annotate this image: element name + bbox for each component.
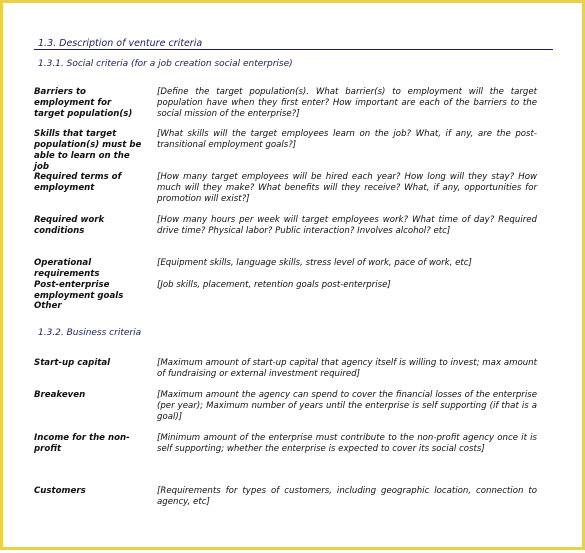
criteria-label: Operational requirements <box>34 258 100 279</box>
criteria-description: [How many target employees will be hired each year? How long will they stay? How much will they make? What benefits will they receive? What, if any, opportunities for promotion will exist?] <box>157 172 537 204</box>
criteria-label: Required work conditions <box>34 215 105 236</box>
business-criteria-heading: 1.3.2. Business criteria <box>38 328 142 338</box>
criteria-label: Income for the non-profit <box>34 433 130 454</box>
document-page <box>34 3 554 553</box>
criteria-label: Post-enterprise employment goals <box>34 280 124 301</box>
criteria-description: [Requirements for types of customers, including geographic location, connection to agency, etc] <box>157 486 537 507</box>
criteria-description: [How many hours per week will target employees work? What time of day? Required drive time? Physical labor? Public interaction? Involves alcohol? etc] <box>157 215 537 236</box>
section-title: 1.3. Description of venture criteria <box>38 38 203 49</box>
criteria-label: Required terms of employment <box>34 172 122 193</box>
criteria-description: [Define the target population(s). What barrier(s) to employment will the target population have when they first enter? How important are each of the barriers to the social mission of the enterprise?] <box>157 87 537 119</box>
other-label: Other <box>34 301 62 311</box>
criteria-description: [Maximum amount the agency can spend to cover the financial losses of the enterprise (per year); Maximum number of years until the enterprise is self supporting (if that is a goal)] <box>157 390 537 422</box>
criteria-description: [Equipment skills, language skills, stress level of work, pace of work, etc] <box>157 258 472 268</box>
criteria-label: Barriers to employment for target population(s) <box>34 87 133 119</box>
criteria-description: [What skills will the target employees learn on the job? What, if any, are the post-transitional employment goals?] <box>157 129 537 150</box>
social-criteria-heading: 1.3.1. Social criteria (for a job creation social enterprise) <box>38 59 293 69</box>
criteria-description: [Job skills, placement, retention goals post-enterprise] <box>157 280 391 290</box>
criteria-label: Start-up capital <box>34 358 111 368</box>
criteria-label: Customers <box>34 486 86 496</box>
criteria-description: [Minimum amount of the enterprise must contribute to the non-profit agency once it is self supporting; whether the enterprise is expected to cover its social costs] <box>157 433 537 454</box>
criteria-description: [Maximum amount of start-up capital that agency itself is willing to invest; max amount of fundraising or external investment required] <box>157 358 537 379</box>
criteria-label: Breakeven <box>34 390 86 400</box>
section-title-rule <box>34 49 553 50</box>
criteria-label: Skills that target population(s) must be able to learn on the job <box>34 129 142 172</box>
